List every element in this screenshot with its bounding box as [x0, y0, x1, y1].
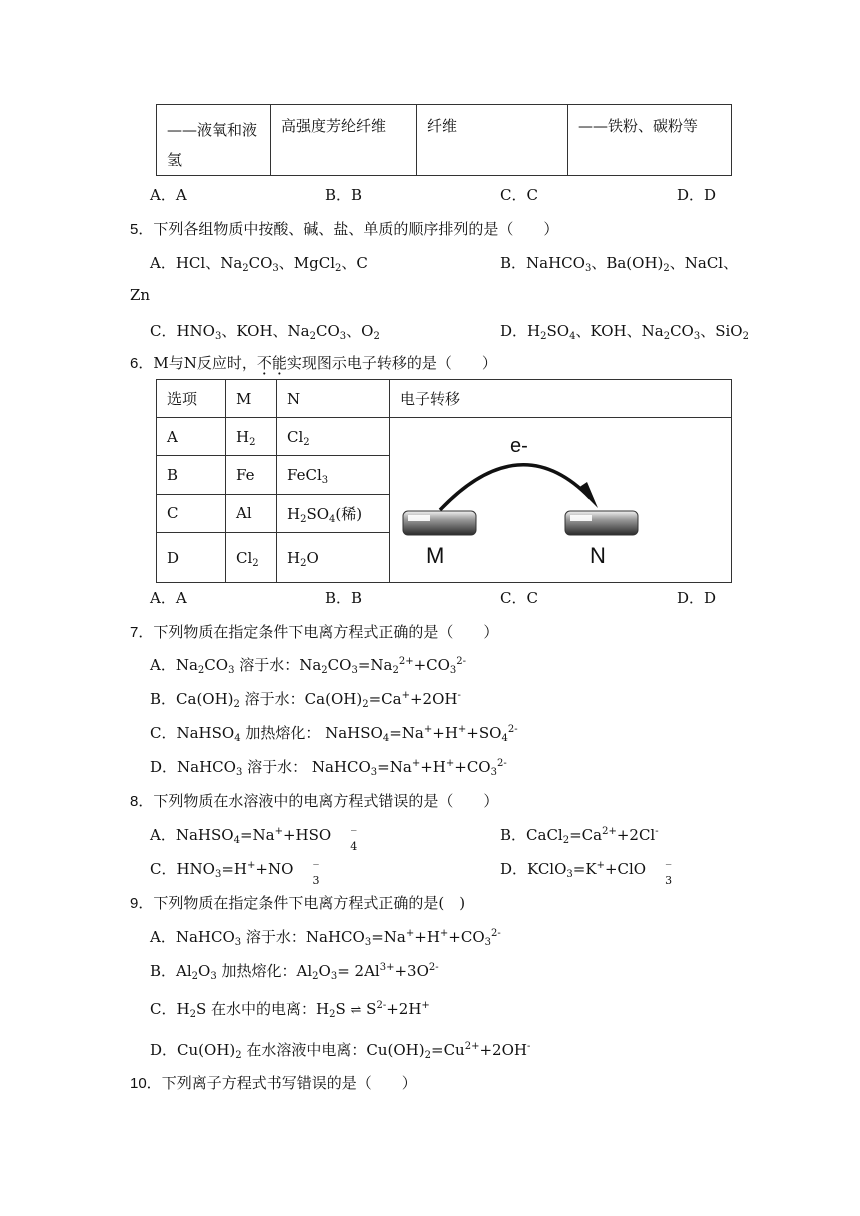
- question-number: 5．: [130, 221, 154, 238]
- arrow-head-icon: [578, 482, 598, 508]
- q6-table: [156, 379, 732, 583]
- row-d-n: $H_2O$: [277, 533, 390, 583]
- q4-option-a: A．A: [150, 186, 187, 204]
- q5-stem: [130, 218, 558, 239]
- q8-option-b: B．$CaCl_2=Ca^{2+}+2Cl^-$: [500, 826, 659, 846]
- q9-option-a: A．NaHCO$_3$ 溶于水：$NaHCO_3=Na^++H^++CO_3^{2-}$: [150, 928, 501, 948]
- q5-option-b: B．NaHCO$_3$、$Ba(OH)_2$、NaCl、: [500, 254, 739, 274]
- emphasis-char: 能: [271, 354, 287, 372]
- emphasis-char: 不: [256, 354, 272, 372]
- question-text: 下列离子方程式书写错误的是（ ）: [161, 1074, 417, 1092]
- m-label: M: [426, 543, 445, 568]
- top-table-cell-3: [417, 105, 568, 176]
- header-n: N: [277, 380, 390, 418]
- q5-option-d: D．$H_2SO_4$、KOH、$Na_2CO_3$、SiO$_2$: [500, 322, 749, 342]
- row-d-m: $Cl_2$: [226, 533, 277, 583]
- q8-stem: [130, 790, 498, 811]
- transfer-diagram-cell: [390, 418, 732, 583]
- q5-option-c: C．$HNO_3$、KOH、$Na_2CO_3$、$O_2$: [150, 322, 380, 342]
- row-c-m: Al: [226, 494, 277, 532]
- q9-stem: [130, 892, 465, 913]
- q4-option-d: D．D: [677, 186, 717, 204]
- top-table-cell-4: [568, 105, 732, 176]
- electron-transfer-diagram: [390, 418, 714, 578]
- top-table-cell-2: [271, 105, 417, 176]
- header-m: M: [226, 380, 277, 418]
- row-c-n: $H_2SO_4$(稀): [277, 494, 390, 532]
- question-text: 下列物质在指定条件下电离方程式正确的是( ): [153, 894, 466, 912]
- q9-option-d: D．$Cu(OH)_2$ 在水溶液中电离：$Cu(OH)_2=Cu^{2+}+2OH^-$: [150, 1041, 531, 1061]
- row-b-n: FeCl$_3$: [277, 456, 390, 494]
- q6-option-c: C．C: [500, 589, 538, 607]
- electron-label: e-: [510, 435, 528, 457]
- question-number: 7．: [130, 624, 154, 641]
- top-table: [156, 104, 732, 176]
- q5-option-b-continued: Zn: [130, 286, 151, 304]
- question-number: 8．: [130, 793, 154, 810]
- header-transfer: 电子转移: [390, 380, 732, 418]
- n-bar-highlight: [570, 515, 592, 521]
- q6-option-d: D．D: [677, 589, 717, 607]
- q6-option-a: A．A: [150, 589, 187, 607]
- header-option: 选项: [157, 380, 226, 418]
- row-d-option: D: [157, 533, 226, 583]
- q7-option-a: A．$Na_2CO_3$ 溶于水：$Na_2CO_3=Na_2^{2+}+CO_3^{2-}$: [150, 656, 467, 676]
- q8-option-d: D．KClO$_3$=K++ClO ‾ 3: [500, 860, 673, 887]
- question-text: 下列物质在指定条件下电离方程式正确的是（ ）: [153, 623, 499, 641]
- m-bar-highlight: [408, 515, 430, 521]
- q8-option-a: A．NaHSO$_4$=Na++HSO ‾ 4: [150, 826, 358, 853]
- question-text: M与N反应时，: [153, 354, 257, 372]
- cell-text: ——液氧和液: [167, 121, 258, 139]
- q5-option-a: A．HCl、$Na_2CO_3$、MgCl$_2$、C: [150, 254, 368, 274]
- question-text: 实现图示电子转移的是（ ）: [286, 354, 497, 372]
- question-number: 6．: [130, 355, 154, 372]
- row-a-m: $H_2$: [226, 418, 277, 456]
- row-b-option: B: [157, 456, 226, 494]
- q7-option-c: C．NaHSO$_4$ 加热熔化： $NaHSO_4=Na^++H^++SO_4^{2-}$: [150, 724, 518, 744]
- row-c-option: C: [157, 494, 226, 532]
- cell-text: ——铁粉、碳粉等: [578, 117, 699, 135]
- row-a-option: A: [157, 418, 226, 456]
- q8-option-c: C．$HNO_3=H^++NO$ ‾ 3: [150, 860, 320, 887]
- cell-text: 高强度芳纶纤维: [281, 117, 387, 135]
- m-bar: [403, 511, 476, 535]
- cell-text: 纤维: [427, 117, 458, 135]
- question-text: 下列物质在水溶液中的电离方程式错误的是（ ）: [153, 792, 499, 810]
- q7-option-d: D．NaHCO$_3$ 溶于水： $NaHCO_3=Na^++H^++CO_3^{2-}$: [150, 758, 507, 778]
- q4-option-c: C．C: [500, 186, 538, 204]
- q4-option-b: B．B: [325, 186, 363, 204]
- q6-option-b: B．B: [325, 589, 363, 607]
- q6-stem: [130, 352, 497, 373]
- cell-text: 氢: [167, 151, 183, 169]
- question-text: 下列各组物质中按酸、碱、盐、单质的顺序排列的是（ ）: [153, 220, 559, 238]
- q9-option-c: C．$H_2S$ 在水中的电离：$H_2S$ ⇌ $S^{2-}+2H^+$: [150, 1000, 430, 1020]
- q9-option-b: B．$Al_2O_3$ 加热熔化：$Al_2O_3= 2Al^{3+}+3O^{2-}$: [150, 962, 439, 982]
- question-number: 10．: [130, 1075, 162, 1092]
- question-number: 9．: [130, 895, 154, 912]
- n-label: N: [590, 543, 606, 568]
- equilibrium-icon: ⇌: [350, 1003, 362, 1018]
- q10-stem: [130, 1072, 417, 1093]
- top-table-cell-1: [157, 105, 271, 176]
- electron-arrow: [440, 465, 590, 510]
- n-bar: [565, 511, 638, 535]
- q7-stem: [130, 621, 498, 642]
- row-b-m: Fe: [226, 456, 277, 494]
- q7-option-b: B．$Ca(OH)_2$ 溶于水：$Ca(OH)_2=Ca^++2OH^-$: [150, 690, 461, 710]
- row-a-n: $Cl_2$: [277, 418, 390, 456]
